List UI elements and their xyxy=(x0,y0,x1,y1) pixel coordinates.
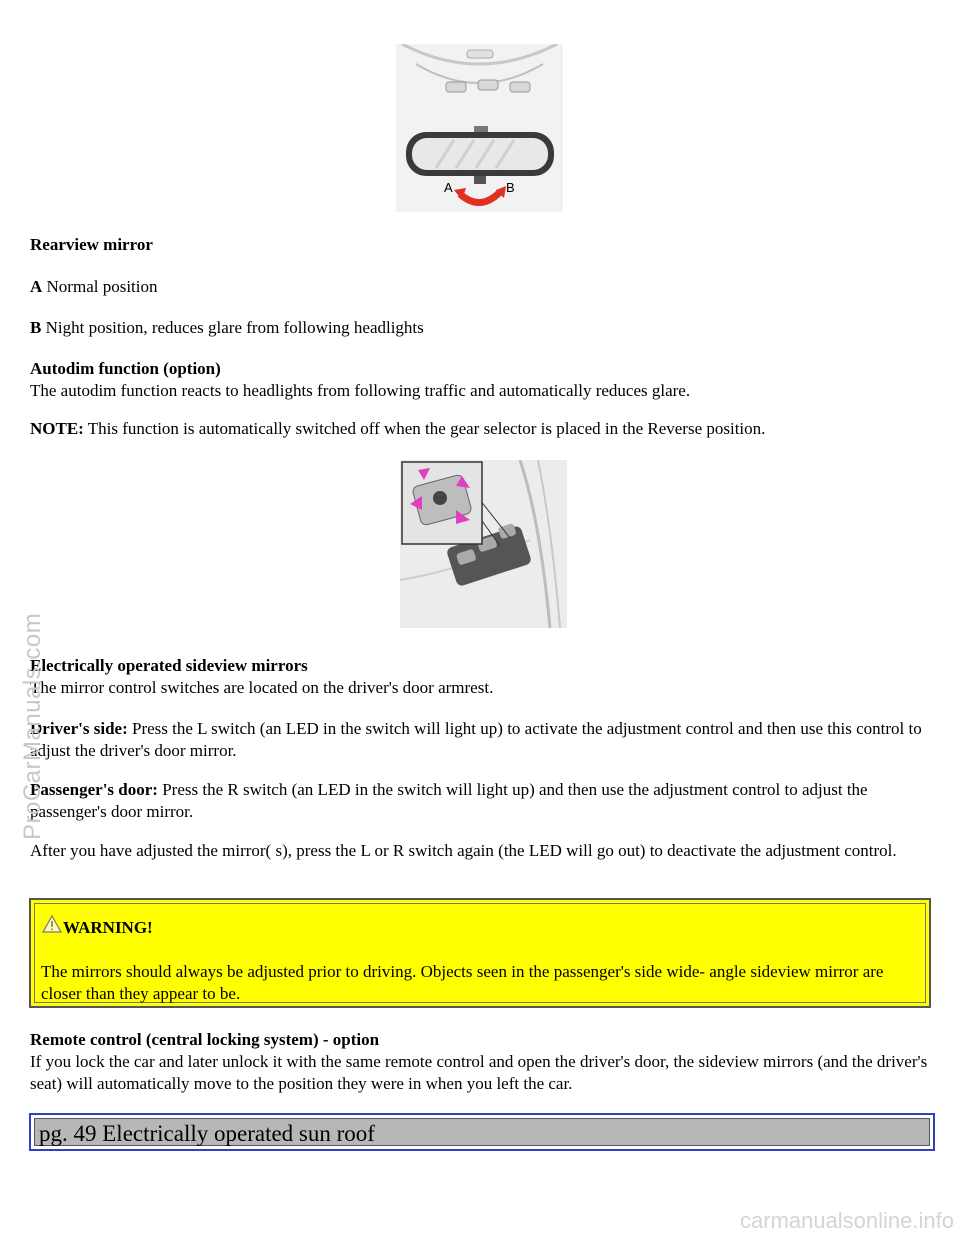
after-adjust-paragraph: After you have adjusted the mirror( s), press the L or R switch again (the LED will go out) to deactivate the adjustment control. xyxy=(30,841,897,860)
procarmanuals-watermark: ProCarManuals.com xyxy=(19,612,46,840)
carmanualsonline-watermark: carmanualsonline.info xyxy=(739,1208,954,1233)
next-page-link[interactable]: pg. 49 Electrically operated sun roof xyxy=(39,1121,375,1146)
warning-text: The mirrors should always be adjusted prior to driving. Objects seen in the passenger's side wide- angle sideview mirror are closer than they appear to be. xyxy=(41,962,884,1003)
drivers-side-paragraph: Driver's side: Press the L switch (an LED in the switch will light up) to activate the adjustment control and then use this control to adjust the driver's door mirror. xyxy=(30,719,922,760)
passengers-door-paragraph: Passenger's door: Press the R switch (an LED in the switch will light up) and then use the adjustment control to adjust the passenger's door mirror. xyxy=(30,780,868,821)
autodim-heading: Autodim function (option) xyxy=(30,359,221,378)
sideview-intro: The mirror control switches are located on the driver's door armrest. xyxy=(30,678,494,697)
next-page-nav xyxy=(29,1113,935,1151)
door-mirror-switch-illustration xyxy=(400,460,567,628)
figure-label-a: A xyxy=(444,180,453,195)
warning-heading: WARNING! xyxy=(41,914,153,939)
note-paragraph: NOTE: This function is automatically switched off when the gear selector is placed in the Reverse position. xyxy=(30,419,766,438)
position-a-item: A Normal position xyxy=(30,277,158,296)
warning-box xyxy=(29,898,931,1008)
position-b-item: B Night position, reduces glare from following headlights xyxy=(30,318,424,337)
rearview-mirror-heading: Rearview mirror xyxy=(30,235,153,254)
sideview-heading: Electrically operated sideview mirrors xyxy=(30,656,308,675)
figure-label-b: B xyxy=(506,180,515,195)
remote-control-heading: Remote control (central locking system) - option xyxy=(30,1030,380,1049)
remote-control-text: If you lock the car and later unlock it with the same remote control and open the driver's door, the sideview mirrors (and the driver's seat) will automatically move to the position they were in when you left the car. xyxy=(30,1052,928,1093)
rearview-mirror-illustration xyxy=(396,44,563,212)
autodim-text: The autodim function reacts to headlights from following traffic and automatically reduces glare. xyxy=(30,381,691,400)
warning-triangle-icon xyxy=(41,914,63,934)
